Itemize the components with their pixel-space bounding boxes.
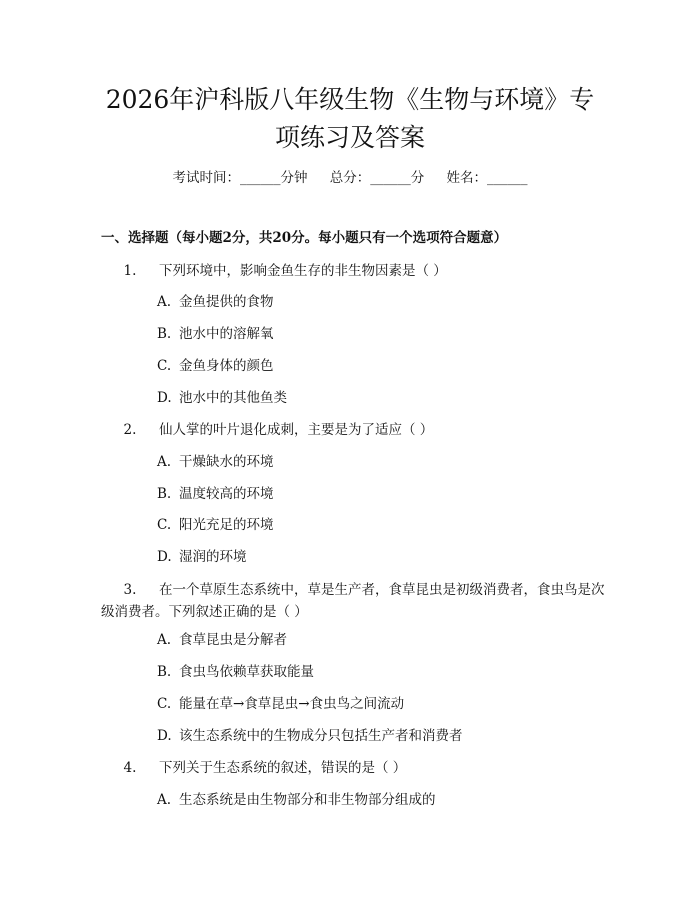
option-letter: A. (157, 454, 172, 470)
exam-time-field: 考试时间：______分钟 (172, 170, 308, 186)
question-2-option-a (157, 452, 274, 472)
option-text: 干燥缺水的环境 (179, 454, 274, 470)
option-letter: A. (157, 294, 172, 310)
option-text: 食虫鸟依赖草获取能量 (179, 664, 314, 680)
question-1-option-c (157, 356, 274, 376)
question-2-stem (101, 419, 606, 441)
question-number: 2. (123, 422, 137, 438)
option-letter: A. (157, 632, 172, 648)
option-text: 能量在草→食草昆虫→食虫鸟之间流动 (179, 696, 405, 712)
section-heading: 一、选择题（每小题2分，共20分。每小题只有一个选项符合题意） (101, 230, 508, 246)
option-text: 温度较高的环境 (179, 486, 274, 502)
option-letter: D. (157, 549, 172, 565)
question-text: 下列关于生态系统的叙述，错误的是（ ） (159, 760, 407, 776)
option-letter: B. (157, 326, 172, 342)
option-letter: C. (157, 358, 172, 374)
question-4-option-a (157, 790, 436, 810)
question-2-option-d (157, 547, 247, 567)
option-text: 池水中的其他鱼类 (179, 390, 287, 406)
question-3-option-d (157, 726, 463, 746)
question-2-option-c (157, 515, 274, 535)
page-title-line-1: 2026年沪科版八年级生物《生物与环境》专 (105, 85, 595, 114)
option-text: 金鱼提供的食物 (179, 294, 274, 310)
question-text: 下列环境中，影响金鱼生存的非生物因素是（ ） (159, 263, 447, 279)
option-letter: B. (157, 486, 172, 502)
question-text: 在一个草原生态系统中，草是生产者，食草昆虫是初级消费者，食虫鸟是次级消费者。下列叙述正确的是（ ） (101, 582, 605, 620)
question-text: 仙人掌的叶片退化成刺，主要是为了适应（ ） (159, 422, 434, 438)
option-text: 食草昆虫是分解者 (179, 632, 287, 648)
exam-meta (0, 168, 700, 188)
question-number: 4. (123, 760, 137, 776)
option-letter: C. (157, 696, 172, 712)
question-number: 1. (123, 263, 137, 279)
total-score-field: 总分：______分 (329, 170, 425, 186)
option-text: 湿润的环境 (179, 549, 247, 565)
option-letter: B. (157, 664, 172, 680)
question-3-stem (101, 579, 606, 623)
question-2-option-b (157, 484, 274, 504)
question-1-stem (101, 260, 606, 282)
option-text: 池水中的溶解氧 (179, 326, 274, 342)
option-letter: D. (157, 728, 172, 744)
question-1-option-b (157, 324, 274, 344)
option-text: 金鱼身体的颜色 (179, 358, 274, 374)
question-3-option-c (157, 694, 404, 714)
question-number: 3. (123, 582, 137, 598)
question-1-option-a (157, 292, 274, 312)
option-letter: A. (157, 792, 172, 808)
question-4-stem (101, 757, 606, 779)
question-3-option-b (157, 662, 314, 682)
option-text: 该生态系统中的生物成分只包括生产者和消费者 (179, 728, 463, 744)
option-letter: C. (157, 517, 172, 533)
page-title-line-2: 项练习及答案 (274, 123, 425, 152)
question-1-option-d (157, 388, 287, 408)
student-name-field: 姓名：______ (446, 170, 528, 186)
question-3-option-a (157, 630, 287, 650)
option-letter: D. (157, 390, 172, 406)
option-text: 生态系统是由生物部分和非生物部分组成的 (179, 792, 436, 808)
option-text: 阳光充足的环境 (179, 517, 274, 533)
